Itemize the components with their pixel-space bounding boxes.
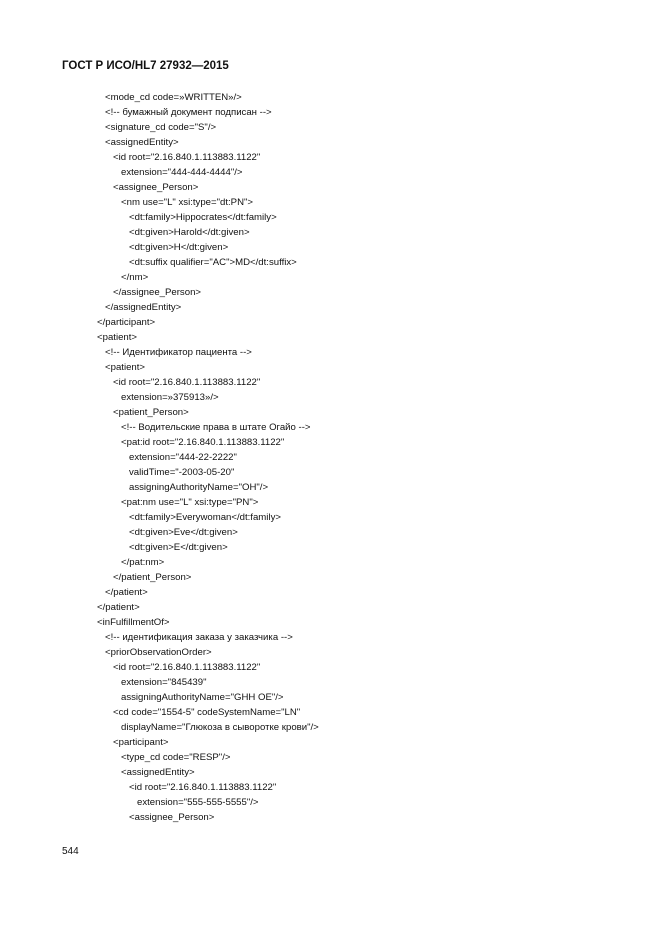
code-line: <mode_cd code=»WRITTEN»/>	[105, 92, 242, 103]
code-line: extension="444-22-2222"	[129, 452, 237, 463]
code-line: <inFulfillmentOf>	[97, 617, 170, 628]
page-number: 544	[62, 846, 79, 857]
code-line: <!-- Водительские права в штате Огайо -->	[121, 422, 311, 433]
document-header: ГОСТ Р ИСО/HL7 27932—2015	[62, 60, 229, 72]
code-line: displayName="Глюкоза в сыворотке крови"/>	[121, 722, 319, 733]
code-line: <dt:given>Eve</dt:given>	[129, 527, 238, 538]
code-line: <id root="2.16.840.1.113883.1122"	[113, 662, 261, 673]
code-line: assigningAuthorityName="GHH OE"/>	[121, 692, 284, 703]
code-line: </pat:nm>	[121, 557, 165, 568]
code-line: <pat:nm use="L" xsi:type="PN">	[121, 497, 259, 508]
code-line: <dt:family>Everywoman</dt:family>	[129, 512, 281, 523]
code-line: <patient_Person>	[113, 407, 189, 418]
code-line: <assignedEntity>	[121, 767, 195, 778]
code-line: extension="845439"	[121, 677, 207, 688]
code-line: <assignedEntity>	[105, 137, 179, 148]
code-line: extension=»375913»/>	[121, 392, 219, 403]
code-line: </nm>	[121, 272, 149, 283]
code-line: </patient>	[97, 602, 140, 613]
code-line: <id root="2.16.840.1.113883.1122"	[113, 152, 261, 163]
code-line: validTime="-2003-05-20"	[129, 467, 235, 478]
code-line: <type_cd code="RESP"/>	[121, 752, 231, 763]
xml-code-listing	[97, 90, 319, 825]
code-line: <assignee_Person>	[113, 182, 199, 193]
code-line: extension="444-444-4444"/>	[121, 167, 243, 178]
code-line: <priorObservationOrder>	[105, 647, 212, 658]
code-line: <patient>	[97, 332, 138, 343]
code-line: assigningAuthorityName="OH"/>	[129, 482, 269, 493]
code-line: <!-- бумажный документ подписан -->	[105, 107, 272, 118]
code-line: <!-- идентификация заказа у заказчика -->	[105, 632, 293, 643]
code-line: <pat:id root="2.16.840.1.113883.1122"	[121, 437, 285, 448]
code-line: <dt:given>Harold</dt:given>	[129, 227, 250, 238]
code-line: <signature_cd code="S"/>	[105, 122, 217, 133]
code-line: </patient>	[105, 587, 148, 598]
code-line: </patient_Person>	[113, 572, 192, 583]
code-line: </assignedEntity>	[105, 302, 182, 313]
code-line: <dt:family>Hippocrates</dt:family>	[129, 212, 277, 223]
code-line: <!-- Идентификатор пациента -->	[105, 347, 252, 358]
code-line: </assignee_Person>	[113, 287, 202, 298]
code-line: <id root="2.16.840.1.113883.1122"	[113, 377, 261, 388]
code-line: </participant>	[97, 317, 156, 328]
code-line: <participant>	[113, 737, 169, 748]
code-line: <dt:given>E</dt:given>	[129, 542, 228, 553]
code-line: <dt:suffix qualifier="AC">MD</dt:suffix>	[129, 257, 297, 268]
code-line: extension="555-555-5555"/>	[137, 797, 259, 808]
code-line: <patient>	[105, 362, 146, 373]
code-line: <dt:given>H</dt:given>	[129, 242, 229, 253]
code-line: <cd code="1554-5" codeSystemName="LN"	[113, 707, 301, 718]
code-line: <assignee_Person>	[129, 812, 215, 823]
code-line: <id root="2.16.840.1.113883.1122"	[129, 782, 277, 793]
code-line: <nm use="L" xsi:type="dt:PN">	[121, 197, 254, 208]
